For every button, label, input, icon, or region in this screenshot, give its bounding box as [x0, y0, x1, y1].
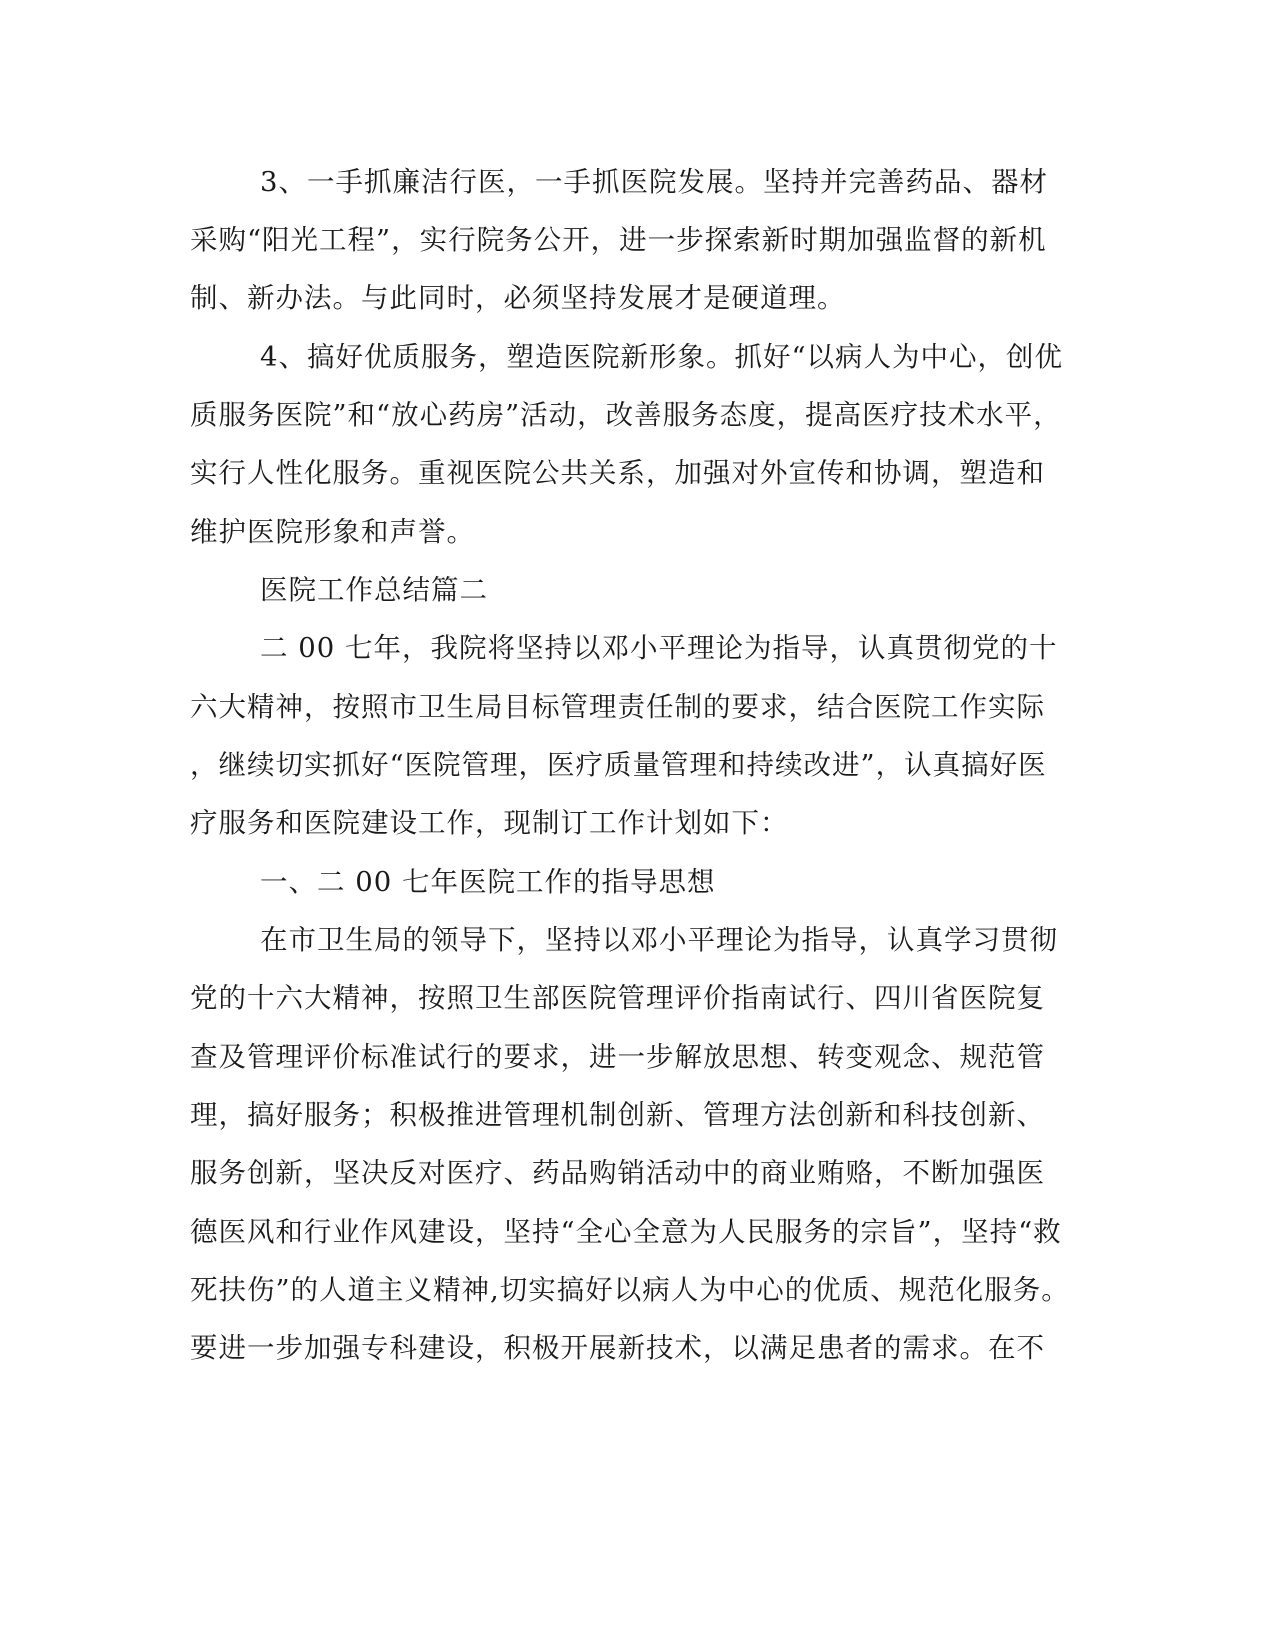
text-line: 4、搞好优质服务，塑造医院新形象。抓好“以病人为中心，创优	[260, 341, 1064, 373]
subsection-heading: 一、二 00 七年医院工作的指导思想	[260, 866, 716, 898]
text-line: 查及管理评价标准试行的要求，进一步解放思想、转变观念、规范管	[190, 1041, 1045, 1073]
text-line: 党的十六大精神，按照卫生部医院管理评价指南试行、四川省医院复	[190, 982, 1045, 1014]
text-line: 德医风和行业作风建设，坚持“全心全意为人民服务的宗旨”，坚持“救	[190, 1216, 1062, 1248]
text-line: 维护医院形象和声誉。	[190, 516, 475, 548]
text-line: 理，搞好服务；积极推进管理机制创新、管理方法创新和科技创新、	[190, 1099, 1045, 1131]
text-line: 二 00 七年，我院将坚持以邓小平理论为指导，认真贯彻党的十	[260, 632, 1058, 664]
section-heading: 医院工作总结篇二	[260, 574, 488, 606]
text-line: 采购“阳光工程”，实行院务公开，进一步探索新时期加强监督的新机	[190, 224, 1047, 256]
text-line: ，继续切实抓好“医院管理，医疗质量管理和持续改进”，认真搞好医	[190, 749, 1047, 781]
text-line: 在市卫生局的领导下，坚持以邓小平理论为指导，认真学习贯彻	[260, 924, 1058, 956]
text-line: 制、新办法。与此同时，必须坚持发展才是硬道理。	[190, 282, 846, 314]
text-line: 疗服务和医院建设工作，现制订工作计划如下：	[190, 807, 789, 839]
text-line: 六大精神，按照市卫生局目标管理责任制的要求，结合医院工作实际	[190, 691, 1045, 723]
text-line: 质服务医院”和“放心药房”活动，改善服务态度，提高医疗技术水平，	[190, 399, 1062, 431]
text-line: 要进一步加强专科建设，积极开展新技术，以满足患者的需求。在不	[190, 1332, 1045, 1364]
text-line: 死扶伤”的人道主义精神,切实搞好以病人为中心的优质、规范化服务。	[190, 1274, 1070, 1306]
text-line: 实行人性化服务。重视医院公共关系，加强对外宣传和协调，塑造和	[190, 457, 1045, 489]
text-line: 3、一手抓廉洁行医，一手抓医院发展。坚持并完善药品、器材	[260, 166, 1048, 198]
text-line: 服务创新，坚决反对医疗、药品购销活动中的商业贿赂，不断加强医	[190, 1157, 1045, 1189]
